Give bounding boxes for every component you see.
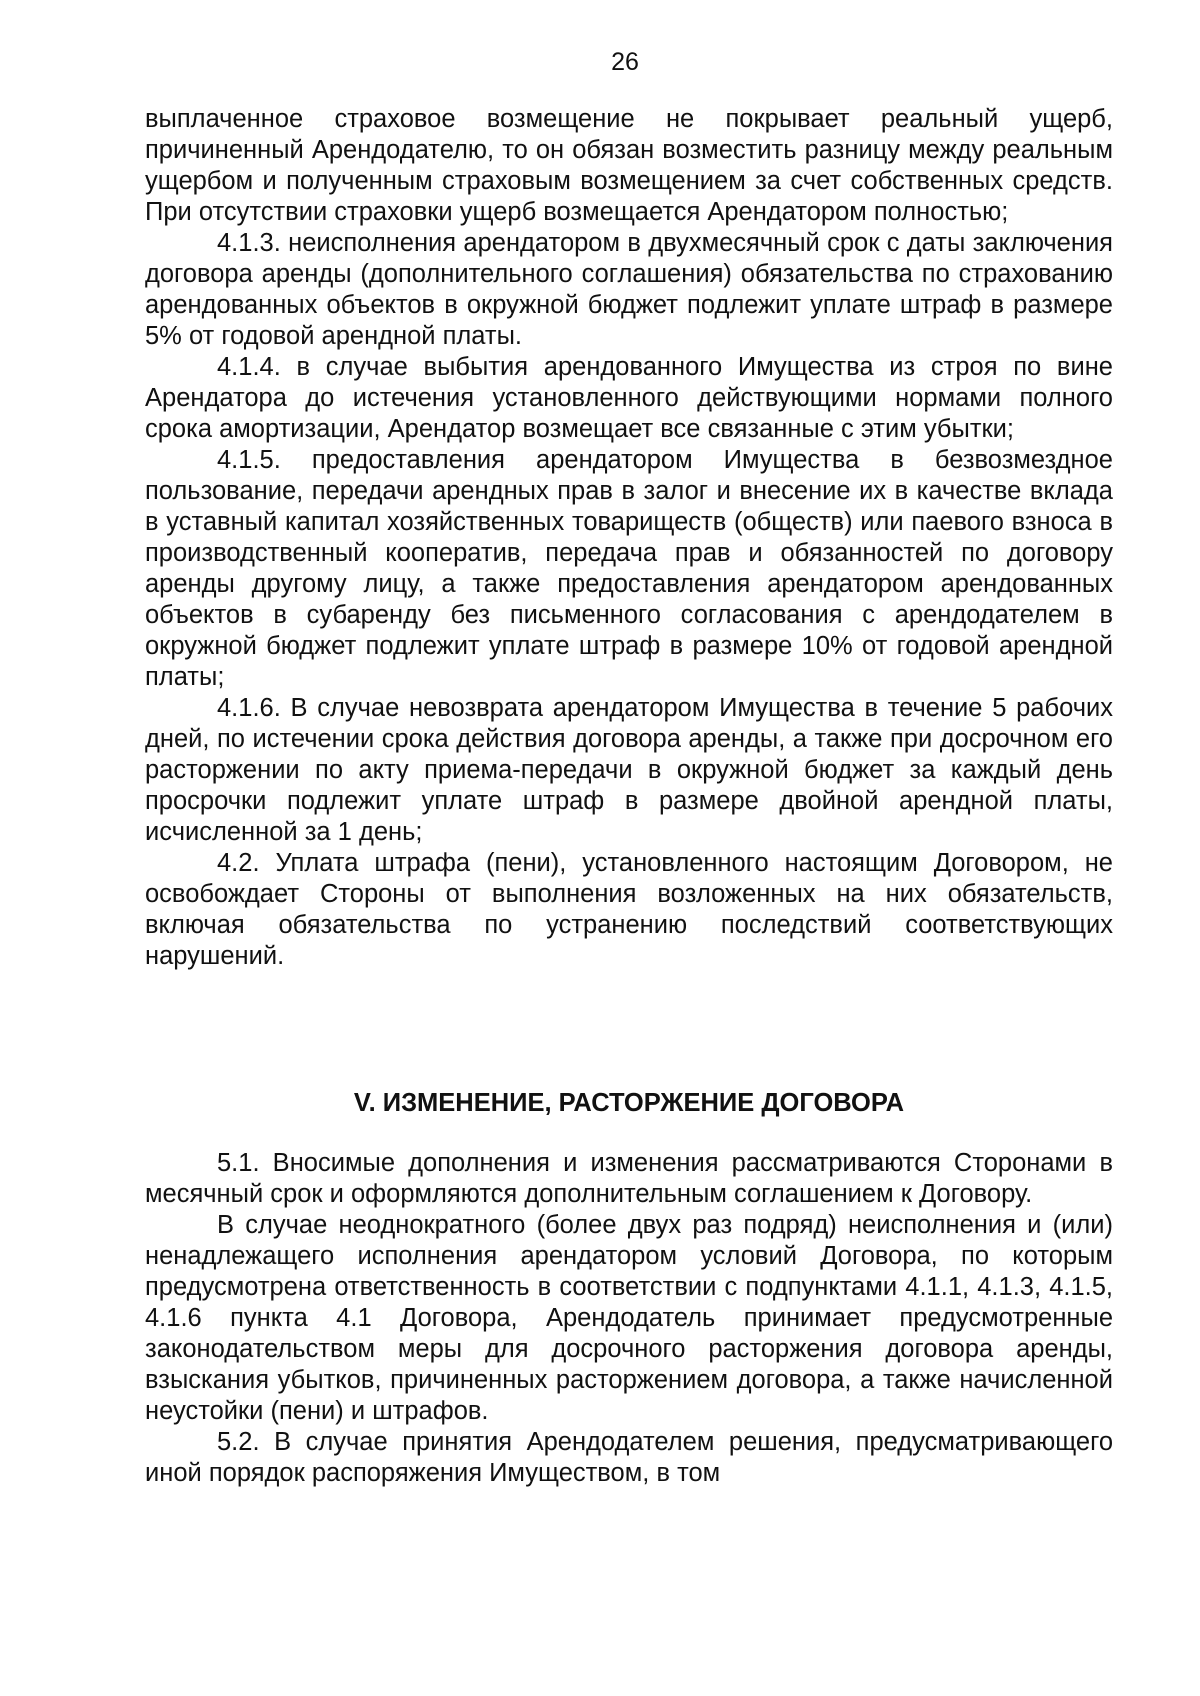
paragraph-insurance-continuation: выплаченное страховое возмещение не покрывает реальный ущерб, причиненный Арендодателю, то он обязан возместить разницу между реальным ущербом и полученным страховым возмещением за счет собственных средств. При отсутствии страховки ущерб возмещается Арендатором полностью; [145,105,1113,226]
text-block-termination [145,1148,1113,1489]
paragraph-4-1-4: 4.1.4. в случае выбытия арендованного Имущества из строя по вине Арендатора до истечения установленного действующими нормами полного срока амортизации, Арендатор возмещает все связанные с этим убытки; [145,353,1113,443]
paragraph-4-1-6: 4.1.6. В случае невозврата арендатором Имущества в течение 5 рабочих дней, по истечении срока действия договора аренды, а также при досрочном его расторжении по акту приема-передачи в окружной бюджет за каждый день просрочки подлежит уплате штраф в размере двойной арендной платы, исчисленной за 1 день; [145,694,1113,846]
section-heading: V. ИЗМЕНЕНИЕ, РАСТОРЖЕНИЕ ДОГОВОРА [353,1089,905,1117]
paragraph-5-2: 5.2. В случае принятия Арендодателем решения, предусматривающего иной порядок распоряжения Имуществом, в том [145,1428,1113,1487]
page-number: 26 [611,48,639,76]
paragraph-5-1: 5.1. Вносимые дополнения и изменения рассматриваются Сторонами в месячный срок и оформляются дополнительным соглашением к Договору. [145,1149,1113,1208]
text-block-liability [145,104,1113,972]
paragraph-repeated-violation: В случае неоднократного (более двух раз подряд) неисполнения и (или) ненадлежащего исполнения арендатором условий Договора, по которым предусмотрена ответственность в соответствии с подпунктами 4.1.1, 4.1.3, 4.1.5, 4.1.6 пункта 4.1 Договора, Арендодатель принимает предусмотренные законодательством меры для досрочного расторжения договора аренды, взыскания убытков, причиненных расторжением договора, а также начисленной неустойки (пени) и штрафов. [145,1211,1113,1425]
paragraph-4-1-3: 4.1.3. неисполнения арендатором в двухмесячный срок с даты заключения договора аренды (дополнительного соглашения) обязательства по страхованию арендованных объектов в окружной бюджет подлежит уплате штраф в размере 5% от годовой арендной платы. [145,229,1113,350]
paragraph-4-1-5: 4.1.5. предоставления арендатором Имущества в безвозмездное пользование, передачи арендных прав в залог и внесение их в качестве вклада в уставный капитал хозяйственных товариществ (обществ) или паевого взноса в производственный кооператив, передача прав и обязанностей по договору аренды другому лицу, а также предоставления арендатором арендованных объектов в субаренду без письменного согласования с арендодателем в окружной бюджет подлежит уплате штраф в размере 10% от годовой арендной платы; [145,446,1113,691]
paragraph-4-2: 4.2. Уплата штрафа (пени), установленного настоящим Договором, не освобождает Стороны от выполнения возложенных на них обязательств, включая обязательства по устранению последствий соответствующих нарушений. [145,849,1113,970]
